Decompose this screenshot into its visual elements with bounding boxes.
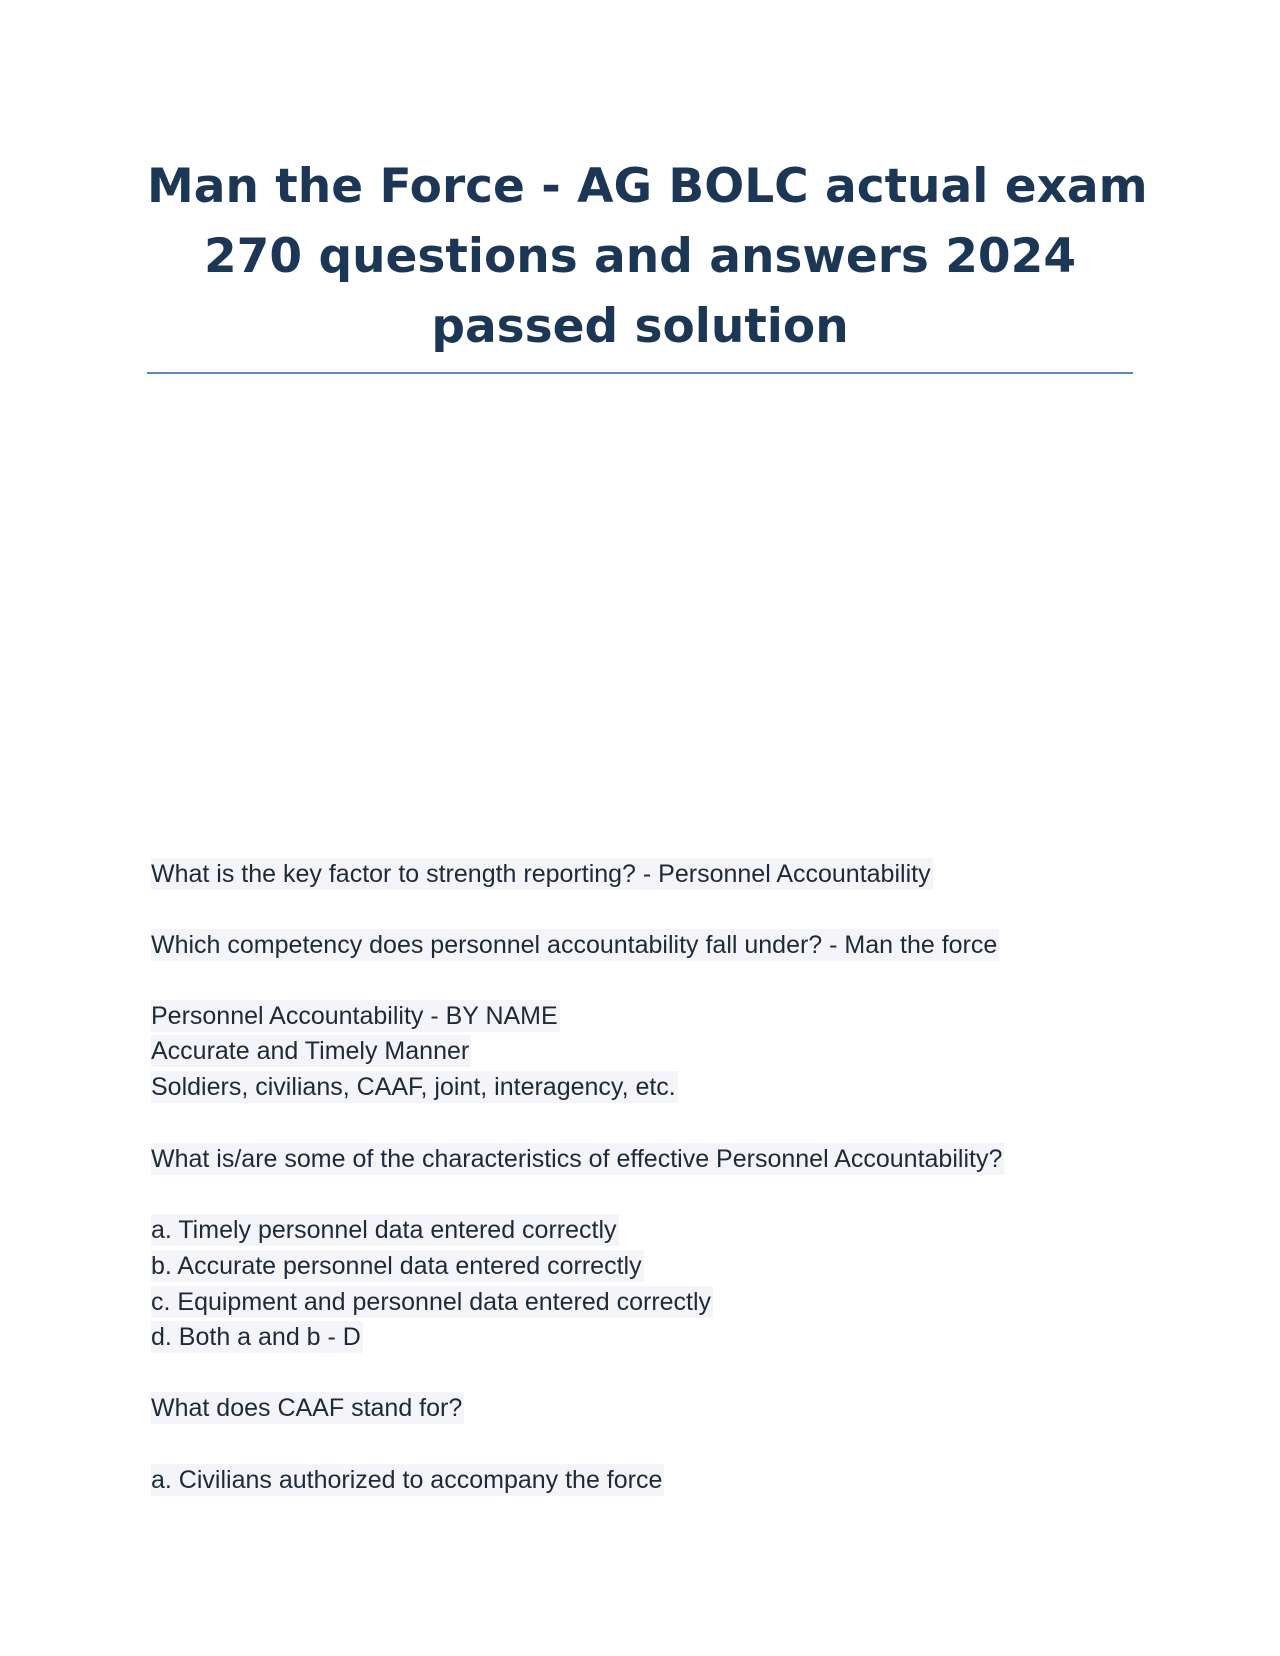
title-line-3: passed solution xyxy=(431,299,849,354)
body-line-11: What does CAAF stand for? xyxy=(151,1394,463,1422)
document-title xyxy=(147,152,1148,362)
body-line-9: c. Equipment and personnel data entered correctly xyxy=(151,1288,712,1316)
title-underline xyxy=(147,372,1133,374)
title-line-2: 270 questions and answers 2024 xyxy=(203,229,1077,284)
body-line-4: Accurate and Timely Manner xyxy=(151,1037,470,1065)
body-line-8: b. Accurate personnel data entered correctly xyxy=(151,1252,642,1280)
body-line-6: What is/are some of the characteristics of effective Personnel Accountability? xyxy=(151,1145,1003,1173)
body-line-5: Soldiers, civilians, CAAF, joint, interagency, etc. xyxy=(151,1073,676,1101)
body-line-10: d. Both a and b - D xyxy=(151,1323,361,1351)
title-line-1: Man the Force - AG BOLC actual exam xyxy=(147,159,1148,214)
body-line-2: Which competency does personnel accountability fall under? - Man the force xyxy=(151,931,998,959)
body-line-3: Personnel Accountability - BY NAME xyxy=(151,1002,558,1030)
body-line-1: What is the key factor to strength reporting? - Personnel Accountability xyxy=(151,860,931,888)
body-line-12: a. Civilians authorized to accompany the force xyxy=(151,1466,663,1494)
body-line-7: a. Timely personnel data entered correctly xyxy=(151,1216,617,1244)
